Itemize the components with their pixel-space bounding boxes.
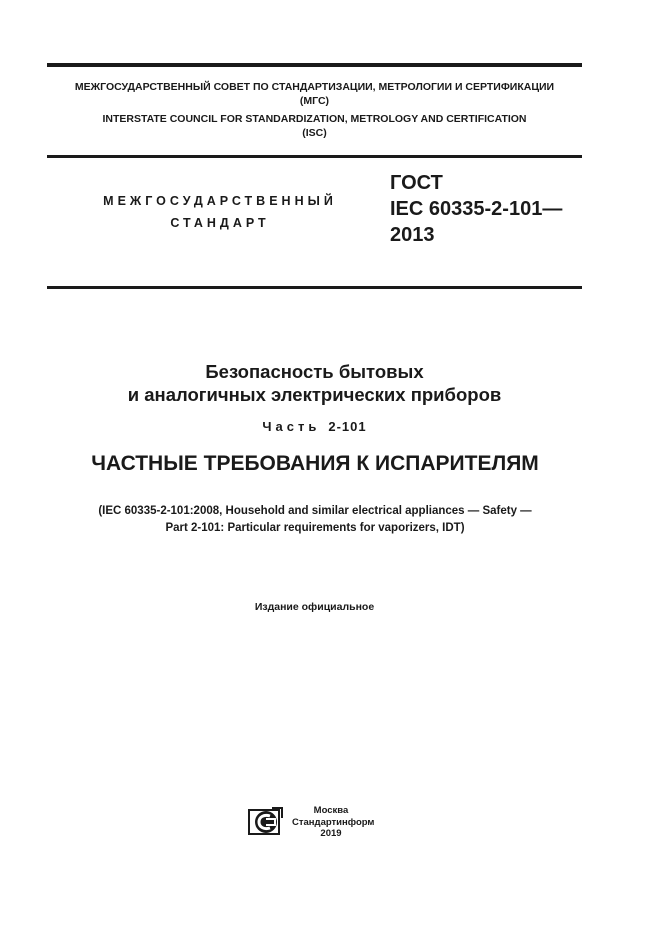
publisher-city: Москва [313,805,349,816]
document-title [47,360,582,406]
council-ru-abbr: (МГС) [299,95,330,107]
publisher-info [292,805,375,840]
part-number [47,419,582,434]
council-en-abbr: (ISC) [302,127,327,139]
top-rule [47,63,582,67]
middle-rule [47,155,582,158]
intl-line2: Part 2-101: Particular requirements for vaporizers, IDT) [165,522,465,534]
designation-line2: IEC 60335-2-101— [390,198,563,220]
document-subtitle: ЧАСТНЫЕ ТРЕБОВАНИЯ К ИСПАРИТЕЛЯМ [91,452,539,475]
standard-label-line1: МЕЖГОСУДАРСТВЕННЫЙ [103,194,337,208]
standard-label [80,190,360,234]
publisher-name: Стандартинформ [292,816,375,828]
title-line2: и аналогичных электрических приборов [127,384,502,405]
intl-line1: (IEC 60335-2-101:2008, Household and similar electrical appliances — Safety — [98,505,532,517]
designation-line1: ГОСТ [390,172,443,194]
publisher-year: 2019 [320,828,342,839]
council-en [47,112,582,140]
part-label: Часть [262,419,321,434]
designation-line3: 2013 [390,224,435,246]
lower-rule [47,286,582,289]
standard-label-line2: СТАНДАРТ [170,216,270,230]
standard-designation [390,170,562,248]
edition-label: Издание официальное [254,601,375,613]
part-value: 2-101 [328,419,367,434]
publisher-logo-icon [248,806,284,836]
council-en-name: INTERSTATE COUNCIL FOR STANDARDIZATION, METROLOGY AND CERTIFICATION [102,113,527,125]
international-reference [30,503,600,537]
council-ru [47,80,582,108]
council-ru-name: МЕЖГОСУДАРСТВЕННЫЙ СОВЕТ ПО СТАНДАРТИЗАЦИИ, МЕТРОЛОГИИ И СЕРТИФИКАЦИИ [74,81,555,93]
title-line1: Безопасность бытовых [205,361,424,382]
